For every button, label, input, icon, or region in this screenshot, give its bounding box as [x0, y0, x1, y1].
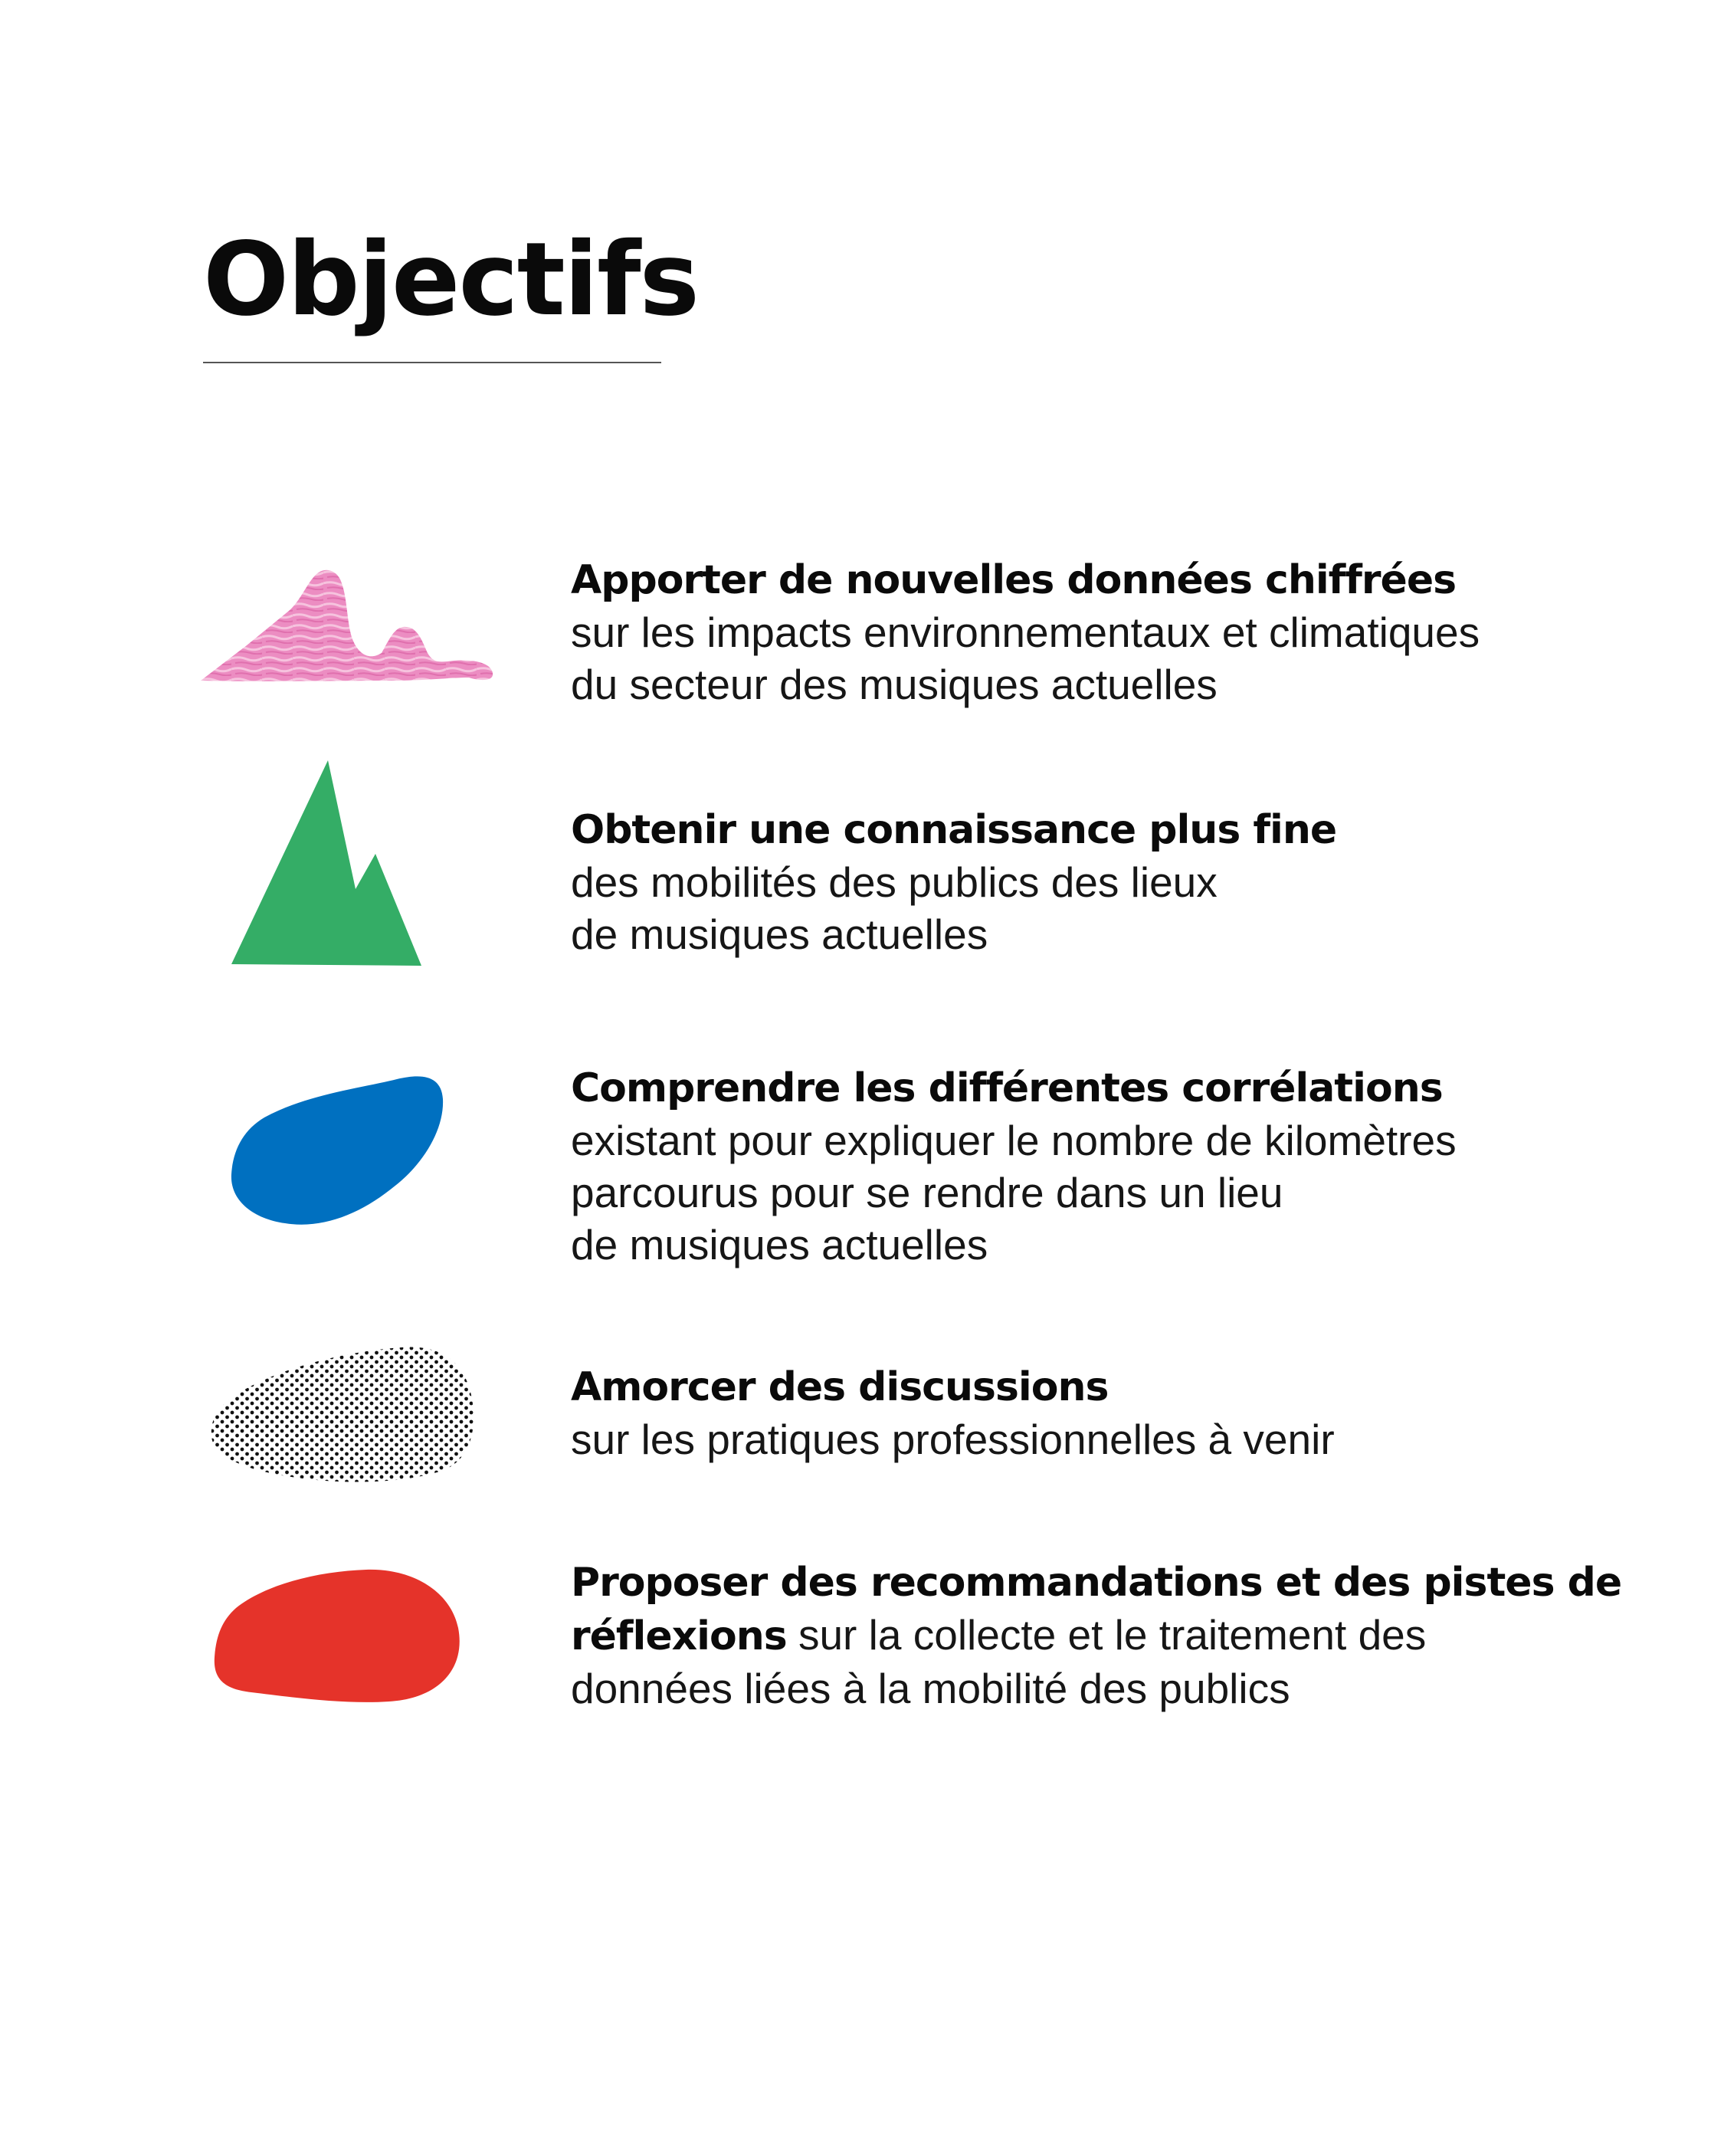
page-title: Objectifs	[203, 221, 699, 339]
objective-heading: Comprendre les différentes corrélations	[571, 1065, 1443, 1111]
objective-heading: Proposer des recommandations et des pistes de	[571, 1560, 1622, 1606]
green-peaks-shape	[231, 759, 423, 967]
objective-heading: Apporter de nouvelles données chiffrées	[571, 557, 1457, 603]
title-divider	[203, 362, 661, 363]
dotted-blob-shape	[210, 1346, 475, 1482]
objective-line: de musiques actuelles	[571, 911, 988, 958]
objective-line: parcourus pour se rendre dans un lieu	[571, 1169, 1283, 1216]
objective-line: de musiques actuelles	[571, 1221, 988, 1268]
objective-line: données liées à la mobilité des publics	[571, 1665, 1290, 1712]
objective-line: sur la collecte et le traitement des	[786, 1611, 1427, 1659]
objective-line: des mobilités des publics des lieux	[571, 858, 1218, 906]
objective-line: sur les pratiques professionnelles à venir	[571, 1416, 1335, 1463]
objective-line: sur les impacts environnementaux et climatiques	[571, 609, 1480, 656]
red-blob-shape	[213, 1568, 461, 1703]
pink-mountains-shape	[201, 569, 493, 682]
objective-heading: Amorcer des discussions	[571, 1364, 1109, 1410]
objective-heading-continued: réflexions	[571, 1613, 787, 1659]
objective-line: existant pour expliquer le nombre de kilomètres	[571, 1117, 1457, 1164]
blue-blob-shape	[230, 1073, 444, 1226]
objective-line: du secteur des musiques actuelles	[571, 661, 1218, 708]
objective-heading: Obtenir une connaissance plus fine	[571, 807, 1337, 853]
